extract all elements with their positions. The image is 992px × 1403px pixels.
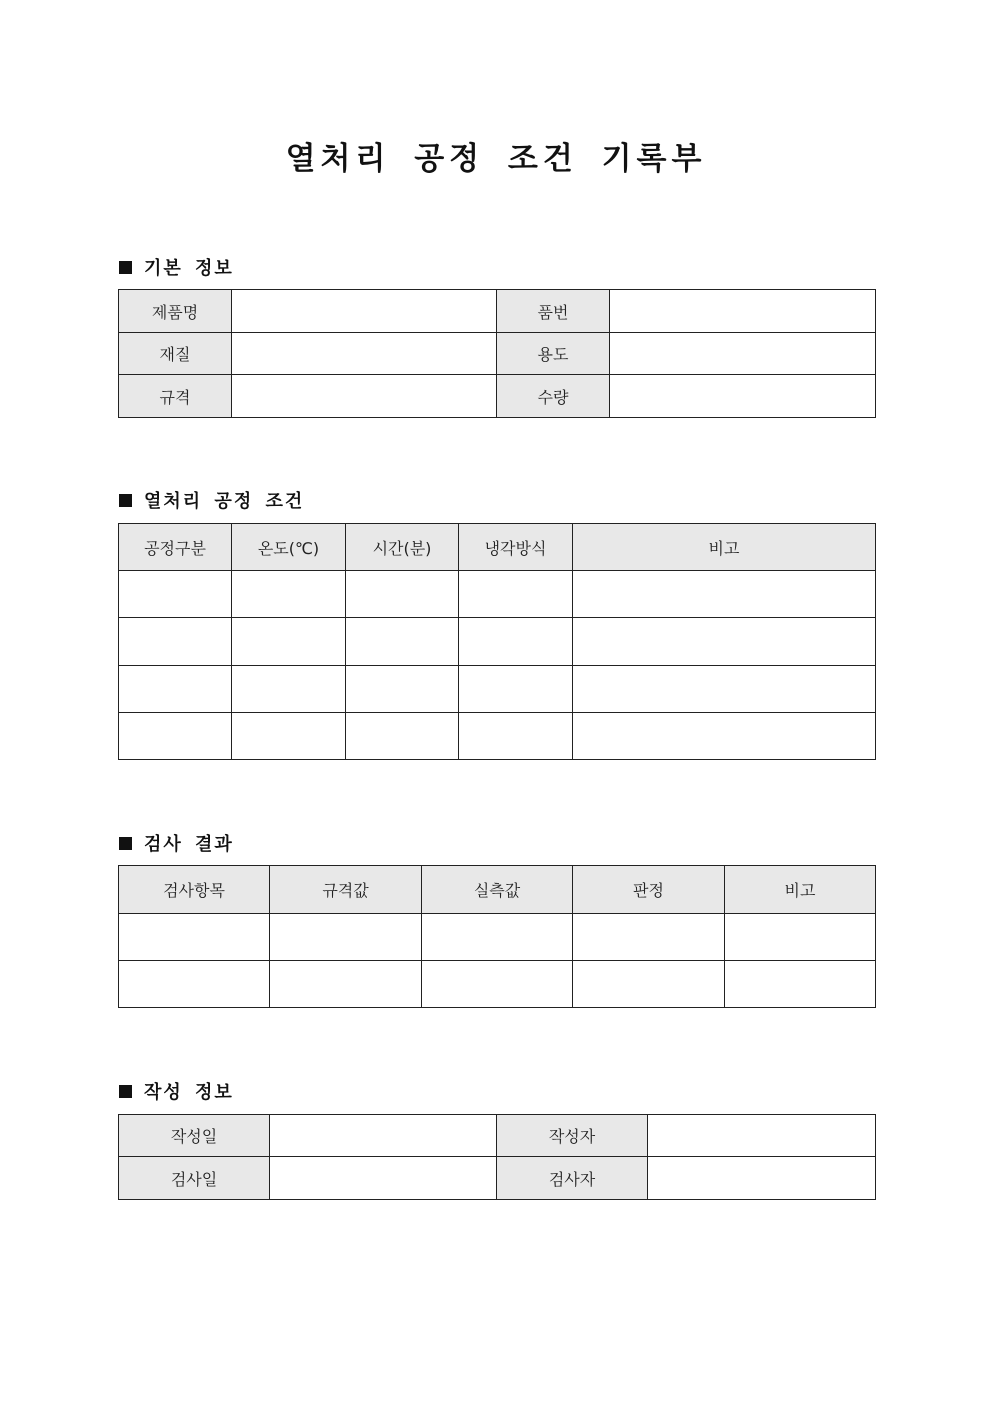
square-bullet-icon xyxy=(119,261,132,274)
basic-info-heading xyxy=(119,254,234,280)
table-row xyxy=(119,713,876,760)
inspector-field[interactable] xyxy=(648,1157,876,1200)
part-number-field[interactable] xyxy=(610,290,876,333)
table-cell[interactable] xyxy=(573,961,725,1008)
column-header: 공정구분 xyxy=(119,524,232,571)
table-cell[interactable] xyxy=(459,713,573,760)
column-header: 온도(℃) xyxy=(232,524,346,571)
table-cell[interactable] xyxy=(422,914,573,961)
table-cell[interactable] xyxy=(346,618,459,666)
table-cell[interactable] xyxy=(270,914,422,961)
table-cell[interactable] xyxy=(346,666,459,713)
table-cell[interactable] xyxy=(459,618,573,666)
quantity-field[interactable] xyxy=(610,375,876,418)
table-cell[interactable] xyxy=(573,618,876,666)
column-header: 실측값 xyxy=(422,866,573,914)
material-field[interactable] xyxy=(232,333,497,375)
table-row xyxy=(119,571,876,618)
table-row xyxy=(119,333,876,375)
table-cell[interactable] xyxy=(346,571,459,618)
table-cell[interactable] xyxy=(232,571,346,618)
table-cell[interactable] xyxy=(422,961,573,1008)
process-heading-text: 열처리 공정 조건 xyxy=(144,491,305,512)
process-heading xyxy=(119,487,304,513)
table-cell[interactable] xyxy=(270,961,422,1008)
column-header: 시간(분) xyxy=(346,524,459,571)
inspector-label: 검사자 xyxy=(497,1157,648,1200)
table-cell[interactable] xyxy=(725,961,876,1008)
square-bullet-icon xyxy=(119,1085,132,1098)
spec-field[interactable] xyxy=(232,375,497,418)
column-header: 비고 xyxy=(725,866,876,914)
inspection-date-field[interactable] xyxy=(270,1157,497,1200)
quantity-label: 수량 xyxy=(497,375,610,418)
table-cell[interactable] xyxy=(232,666,346,713)
written-date-label: 작성일 xyxy=(119,1115,270,1157)
basic-info-table xyxy=(118,289,876,418)
basic-info-heading-text: 기본 정보 xyxy=(144,258,234,279)
table-cell[interactable] xyxy=(119,666,232,713)
writer-field[interactable] xyxy=(648,1115,876,1157)
table-cell[interactable] xyxy=(459,666,573,713)
table-cell[interactable] xyxy=(119,571,232,618)
inspection-heading xyxy=(119,830,234,856)
product-name-label: 제품명 xyxy=(119,290,232,333)
table-cell[interactable] xyxy=(346,713,459,760)
inspection-table xyxy=(118,865,876,1008)
table-cell[interactable] xyxy=(119,618,232,666)
part-number-label: 품번 xyxy=(497,290,610,333)
table-cell[interactable] xyxy=(459,571,573,618)
inspection-heading-text: 검사 결과 xyxy=(144,834,234,855)
written-date-field[interactable] xyxy=(270,1115,497,1157)
table-cell[interactable] xyxy=(119,914,270,961)
table-header-row xyxy=(119,866,876,914)
table-cell[interactable] xyxy=(232,618,346,666)
table-row xyxy=(119,375,876,418)
column-header: 비고 xyxy=(573,524,876,571)
table-cell[interactable] xyxy=(725,914,876,961)
author-info-heading-text: 작성 정보 xyxy=(144,1082,234,1103)
table-cell[interactable] xyxy=(573,914,725,961)
table-cell[interactable] xyxy=(573,666,876,713)
writer-label: 작성자 xyxy=(497,1115,648,1157)
table-row xyxy=(119,914,876,961)
column-header: 냉각방식 xyxy=(459,524,573,571)
table-cell[interactable] xyxy=(232,713,346,760)
usage-field[interactable] xyxy=(610,333,876,375)
table-cell[interactable] xyxy=(573,571,876,618)
process-table xyxy=(118,523,876,760)
table-row xyxy=(119,666,876,713)
table-cell[interactable] xyxy=(119,961,270,1008)
table-row xyxy=(119,961,876,1008)
table-row xyxy=(119,290,876,333)
column-header: 검사항목 xyxy=(119,866,270,914)
spec-label: 규격 xyxy=(119,375,232,418)
author-info-heading xyxy=(119,1078,234,1104)
table-header-row xyxy=(119,524,876,571)
author-info-table xyxy=(118,1114,876,1200)
table-row xyxy=(119,1157,876,1200)
usage-label: 용도 xyxy=(497,333,610,375)
table-cell[interactable] xyxy=(573,713,876,760)
column-header: 규격값 xyxy=(270,866,422,914)
table-row xyxy=(119,618,876,666)
table-row xyxy=(119,1115,876,1157)
table-cell[interactable] xyxy=(119,713,232,760)
inspection-date-label: 검사일 xyxy=(119,1157,270,1200)
square-bullet-icon xyxy=(119,494,132,507)
page-title: 열처리 공정 조건 기록부 xyxy=(285,141,707,177)
column-header: 판정 xyxy=(573,866,725,914)
square-bullet-icon xyxy=(119,837,132,850)
product-name-field[interactable] xyxy=(232,290,497,333)
material-label: 재질 xyxy=(119,333,232,375)
